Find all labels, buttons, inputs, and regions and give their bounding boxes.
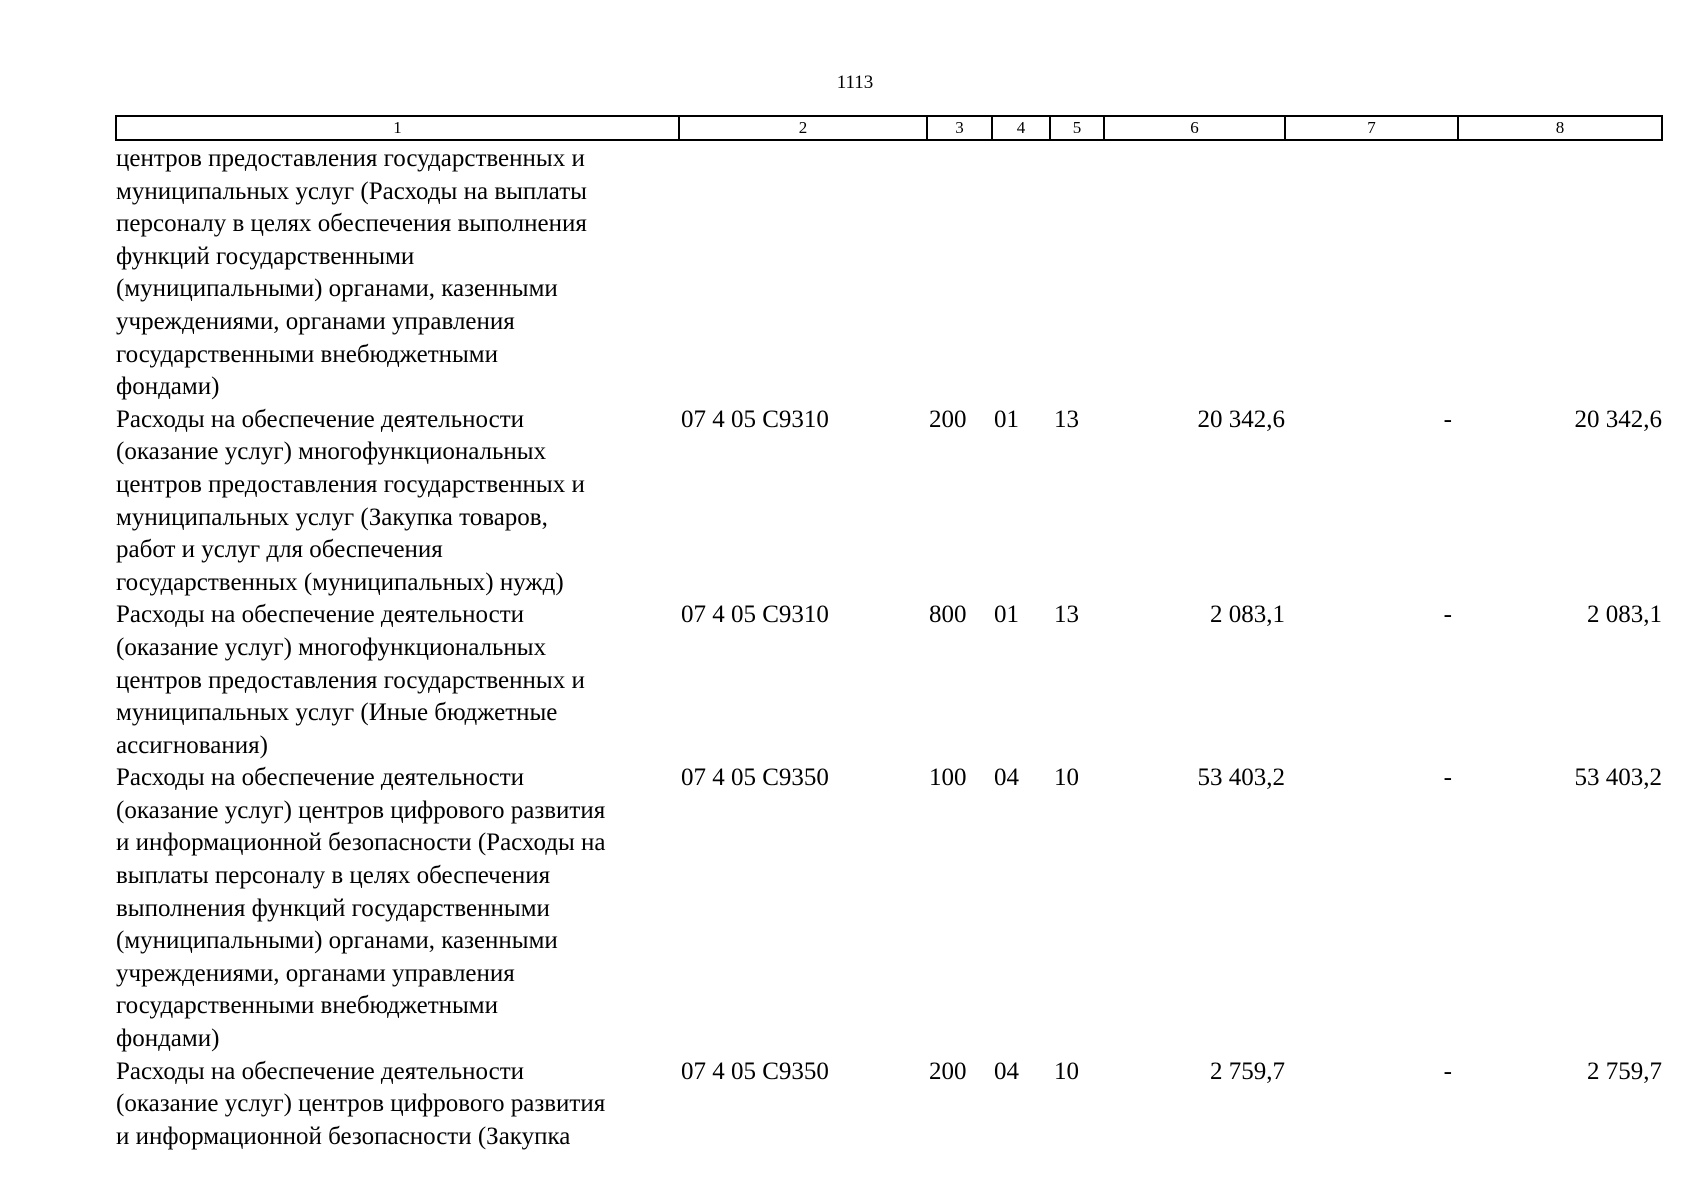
header-col-3: 3 <box>927 116 992 140</box>
header-col-7: 7 <box>1285 116 1458 140</box>
row-target-code: 07 4 05 С9350 <box>681 764 829 792</box>
row-subsection: 13 <box>1054 405 1079 433</box>
row-total: 2 083,1 <box>1587 601 1662 629</box>
row-total: 20 342,6 <box>1574 405 1662 433</box>
row-expense-type <box>927 140 992 404</box>
row-section: 04 <box>994 1057 1019 1085</box>
row-sum: 2 759,7 <box>1210 1057 1285 1085</box>
row-section: 04 <box>994 764 1019 792</box>
header-col-1: 1 <box>116 116 679 140</box>
row-subsection <box>1050 140 1104 404</box>
row-change <box>1285 140 1458 404</box>
row-expense-type: 800 <box>929 601 967 629</box>
row-change: - <box>1443 764 1452 792</box>
row-description: центров предоставления государственных и муниципальных услуг (Расходы на выплаты персоналу в целях обеспечения выполнения функций государственными (муниципальными) органами, казенными учреждениями, органами управления государственными внебюджетными фондами) <box>116 145 587 401</box>
row-subsection: 10 <box>1054 1057 1079 1085</box>
table-row <box>116 140 1662 404</box>
header-col-6: 6 <box>1104 116 1285 140</box>
row-section: 01 <box>994 601 1019 629</box>
table-row <box>116 762 1662 1055</box>
table-row <box>116 599 1662 762</box>
row-description: Расходы на обеспечение деятельности (оказание услуг) центров цифрового развития и информационной безопасности (Расходы на выплаты персоналу в целях обеспечения выполнения функций государственными (муниципальными) органами, казенными учреждениями, органами управления государственными внебюджетными фондами) <box>116 764 606 1053</box>
table-row <box>116 404 1662 600</box>
row-sum: 2 083,1 <box>1210 601 1285 629</box>
column-numbers-header <box>116 116 1662 140</box>
header-col-2: 2 <box>679 116 927 140</box>
row-total: 2 759,7 <box>1587 1057 1662 1085</box>
row-total: 53 403,2 <box>1574 764 1662 792</box>
row-description: Расходы на обеспечение деятельности (оказание услуг) многофункциональных центров предоставления государственных и муниципальных услуг (Иные бюджетные ассигнования) <box>116 601 585 759</box>
budget-table <box>115 115 1663 1153</box>
row-sum: 53 403,2 <box>1197 764 1285 792</box>
row-description: Расходы на обеспечение деятельности (оказание услуг) многофункциональных центров предоставления государственных и муниципальных услуг (Закупка товаров, работ и услуг для обеспечения государственных (муниципальных) нужд) <box>116 405 585 596</box>
row-target-code: 07 4 05 С9350 <box>681 1057 829 1085</box>
table-row <box>116 1056 1662 1154</box>
row-subsection: 13 <box>1054 601 1079 629</box>
row-change: - <box>1443 1057 1452 1085</box>
row-target-code: 07 4 05 С9310 <box>681 601 829 629</box>
row-expense-type: 200 <box>929 405 967 433</box>
row-section: 01 <box>994 405 1019 433</box>
page-number: 1113 <box>836 72 874 93</box>
row-sum <box>1104 140 1285 404</box>
row-target-code <box>679 140 927 404</box>
row-section <box>992 140 1050 404</box>
row-change: - <box>1443 601 1452 629</box>
row-description: Расходы на обеспечение деятельности (оказание услуг) центров цифрового развития и информационной безопасности (Закупка <box>116 1057 606 1150</box>
row-expense-type: 200 <box>929 1057 967 1085</box>
row-sum: 20 342,6 <box>1197 405 1285 433</box>
row-total <box>1458 140 1662 404</box>
row-subsection: 10 <box>1054 764 1079 792</box>
header-col-4: 4 <box>992 116 1050 140</box>
header-col-5: 5 <box>1050 116 1104 140</box>
row-change: - <box>1443 405 1452 433</box>
row-target-code: 07 4 05 С9310 <box>681 405 829 433</box>
header-col-8: 8 <box>1458 116 1662 140</box>
row-expense-type: 100 <box>929 764 967 792</box>
